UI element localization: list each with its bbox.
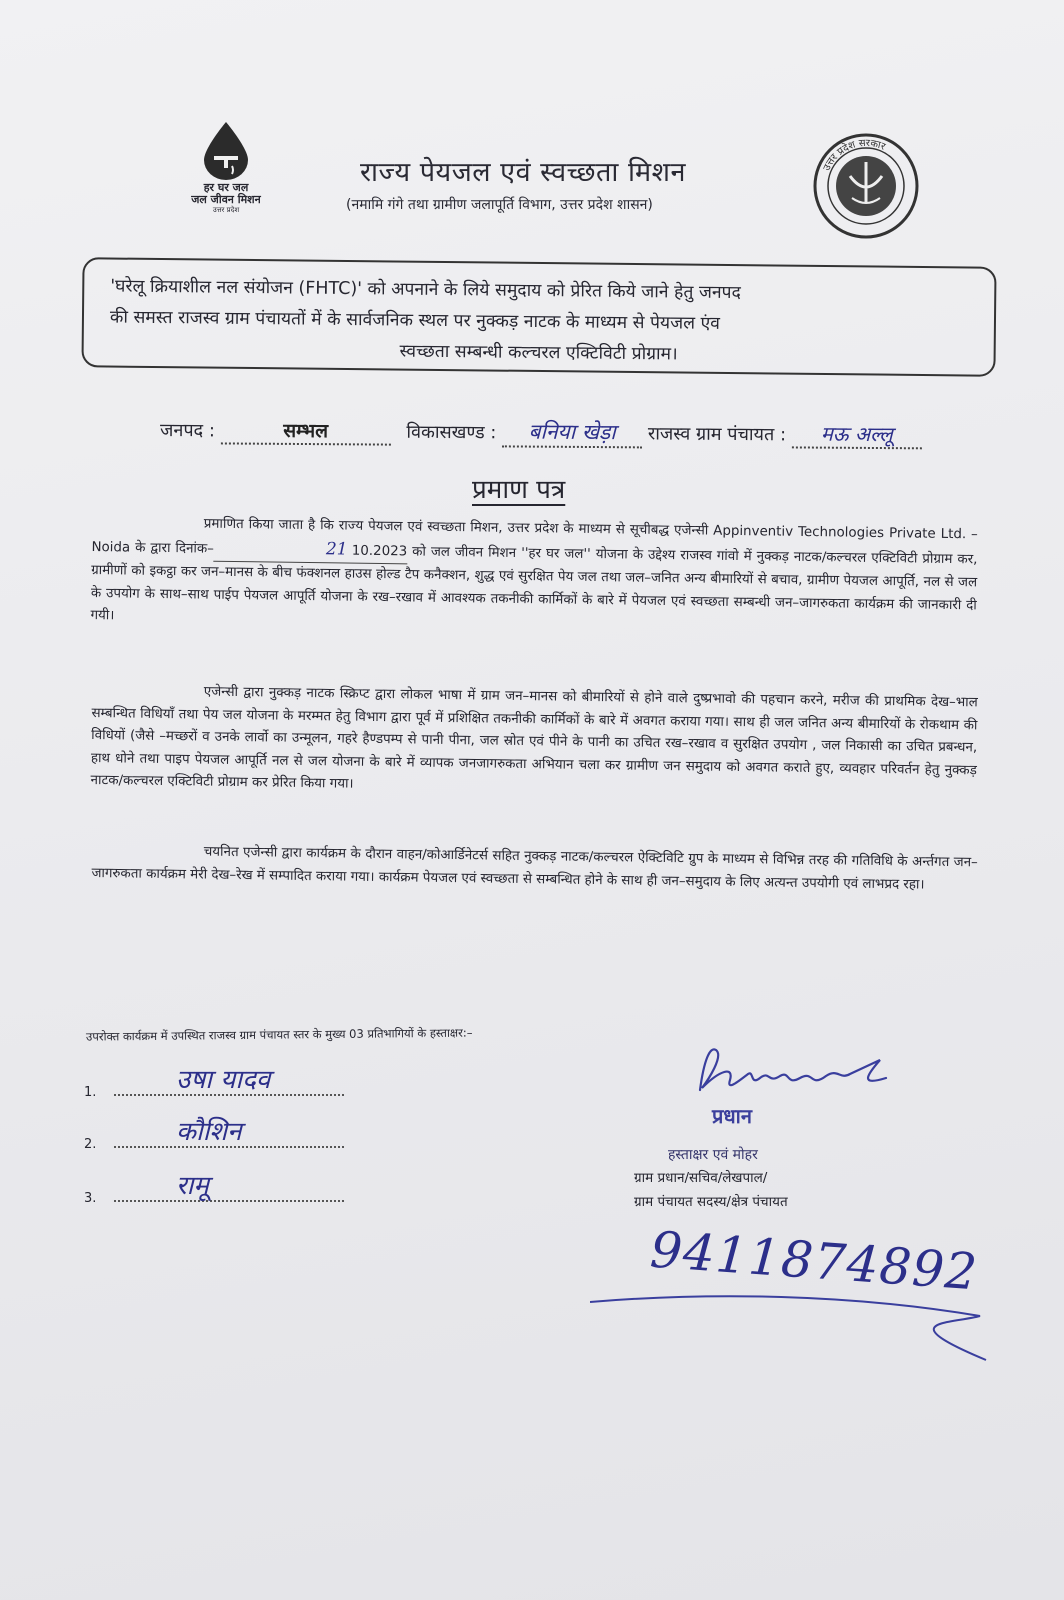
logo-caption-1: हर घर जल	[203, 181, 249, 194]
janpad-value: सम्भल	[283, 419, 329, 443]
participant-signature-1: उषा यादव	[176, 1065, 271, 1095]
paragraph-2-text: एजेन्सी द्वारा नुक्कड़ नाटक स्क्रिप्ट द्वारा लोकल भाषा में ग्राम जन–मानस को बीमारियों से होने वाले दुष्प्रभावो की पहचान करने, मरीज की प्राथमिक देख–भाल सम्बन्धित विधियाँ तथा पेय जल योजना के मरम्मत हेतु विभाग द्वारा पूर्व में प्रशिक्षित तकनीकी कार्मिकों के बारे में अवगत कराया गया। साथ ही जल जनित अन्य बीमारियों के रोकथाम की विधियों (जैसे –मच्छरों व उनके लार्वो का उन्मूलन, गहरे हैण्डपम्प से पानी पीना, जल स्रोत एवं पीने के पानी का उचित रख–रखाव व सुरक्षित उपयोग , जल निकासी का उचित प्रबन्धन, हाथ धोने तथा पाइप पेयजल आपूर्ति नल से जल योजना के बारे में व्यापक जनजागरुकता अभियान चला कर ग्रामीण जन समुदाय को अवगत कराते हुए, व्यवहार परिवर्तन हेतु नुक्कड़ नाटक/कल्चरल एक्टिविटी प्रोग्राम कर प्रेरित किया गया।	[90, 684, 978, 793]
vikaskhand-field	[502, 417, 642, 448]
logo-caption-2: जल जीवन मिशन	[191, 193, 261, 206]
location-fields	[160, 415, 1020, 451]
participant-number: 2.	[84, 1137, 97, 1152]
participant-row-3	[84, 1171, 344, 1206]
program-date-month-year: 10.2023	[351, 543, 408, 559]
paragraph-1	[90, 512, 978, 640]
program-date	[214, 536, 408, 564]
participant-row-2	[84, 1117, 344, 1152]
pradhan-signature-text: Bhoorilal	[690, 1040, 695, 1041]
handwritten-underline	[590, 1290, 1000, 1390]
janpad-label: जनपद :	[159, 419, 216, 442]
water-drop-icon	[196, 120, 256, 182]
paragraph-2	[90, 680, 977, 805]
participant-number: 3.	[84, 1191, 97, 1206]
gram-panchayat-field	[792, 419, 922, 449]
vikaskhand-value: बनिया खेड़ा	[528, 419, 616, 445]
paragraph-3-text: चयनित एजेन्सी द्वारा कार्यक्रम के दौरान वाहन/कोआर्डिनेटर्स सहित नुक्कड़ नाटक/कल्चरल ऐक्टिविटि ग्रुप के माध्यम से विभिन्न तरह की गतिविधि के अर्न्तगत जन–जागरुकता कार्यक्रम मेरी देख–रेख में सम्पादित कराया गया। कार्यक्रम पेयजल एवं स्वच्छता से सम्बन्धित होने के साथ ही जन–समुदाय के लिए अत्यन्त उपयोगी एवं लाभप्रद रहा।	[91, 844, 978, 893]
paragraph-3	[91, 840, 978, 898]
signatory-role-line-1: हस्ताक्षर एवं मोहर	[668, 1147, 758, 1163]
participant-signature-2: कौशिन	[176, 1117, 242, 1147]
signatory-role-line-3: ग्राम पंचायत सदस्य/क्षेत्र पंचायत	[634, 1194, 788, 1210]
participant-row-1	[84, 1065, 344, 1100]
handwritten-phone-number: 9411874892	[648, 1220, 980, 1302]
participant-number: 1.	[84, 1085, 97, 1100]
banner-line-3: स्वच्छता सम्बन्धी कल्चरल एक्टिविटी प्रोग्राम।	[399, 341, 678, 365]
paragraph-1-part-2: को जल जीवन मिशन ''हर घर जल'' योजना के उद्देश्य राजस्व गांवो में नुक्कड़ नाटक/कल्चरल एक्टिविटी प्रोग्राम कर, ग्रामीणों को इकट्ठा कर जन–मानस के बीच फंक्शनल हाउस होल्ड टैप कनैक्शन, शुद्ध एवं सुरक्षित पेय जल तथा जल–जनित अन्य बीमारियों से बचाव, ग्रामीण पेयजल आपूर्ति, नल से जल के उपयोग के साथ–साथ पाईप पेयजल आपूर्ति योजना के रख–रखाव में आवश्यक तकनीकी कार्मिकों के बारे में पेयजल एवं स्वच्छता सम्बन्धी जन–जागरुकता कार्यक्रम की जानकारी दी गयी।	[90, 544, 978, 624]
program-date-day: 21	[325, 538, 348, 560]
page-subtitle: (नमामि गंगे तथा ग्रामीण जलापूर्ति विभाग, उत्तर प्रदेश शासन)	[346, 197, 653, 213]
page-title: राज्य पेयजल एवं स्वच्छता मिशन	[360, 157, 686, 188]
signatory-role-line-2: ग्राम प्रधान/सचिव/लेखपाल/	[634, 1170, 768, 1186]
janpad-field	[221, 416, 391, 445]
jal-jeevan-logo	[176, 120, 276, 215]
seal-text: उत्तर प्रदेश सरकार	[821, 137, 887, 173]
logo-caption-3: उत्तर प्रदेश	[212, 206, 240, 214]
participants-heading: उपरोक्त कार्यक्रम में उपस्थित राजस्व ग्राम पंचायत स्तर के मुख्य 03 प्रतिभागियों के हस्ताक्षर:–	[85, 1025, 473, 1044]
certificate-title: प्रमाण पत्र	[472, 475, 566, 505]
banner-line-1: 'घरेलू क्रियाशील नल संयोजन (FHTC)' को अपनाने के लिये समुदाय को प्रेरित किये जाने हेतु जनपद	[110, 276, 741, 304]
program-banner	[81, 257, 996, 377]
pradhan-stamp: प्रधान	[712, 1104, 752, 1128]
participant-signature-3: रामू	[176, 1171, 209, 1201]
banner-line-2: की समस्त राजस्व ग्राम पंचायतों में के सार्वजनिक स्थल पर नुक्कड़ नाटक के माध्यम से पेयजल एंव	[109, 307, 721, 334]
vikaskhand-label: विकासखण्ड :	[406, 421, 497, 444]
gram-panchayat-label: राजस्व ग्राम पंचायत :	[647, 423, 787, 446]
gram-panchayat-value: मऊ अल्लू	[820, 421, 893, 447]
up-government-seal-icon	[812, 132, 920, 240]
pradhan-signature	[690, 1040, 900, 1110]
paragraph-1-part-1: प्रमाणित किया जाता है कि राज्य पेयजल एवं स्वच्छता मिशन, उत्तर प्रदेश के माध्यम से सूचीबद्ध एजेन्सी Appinventiv Technologies Private Ltd. – Noida के द्वारा दिनांक–	[91, 516, 978, 557]
